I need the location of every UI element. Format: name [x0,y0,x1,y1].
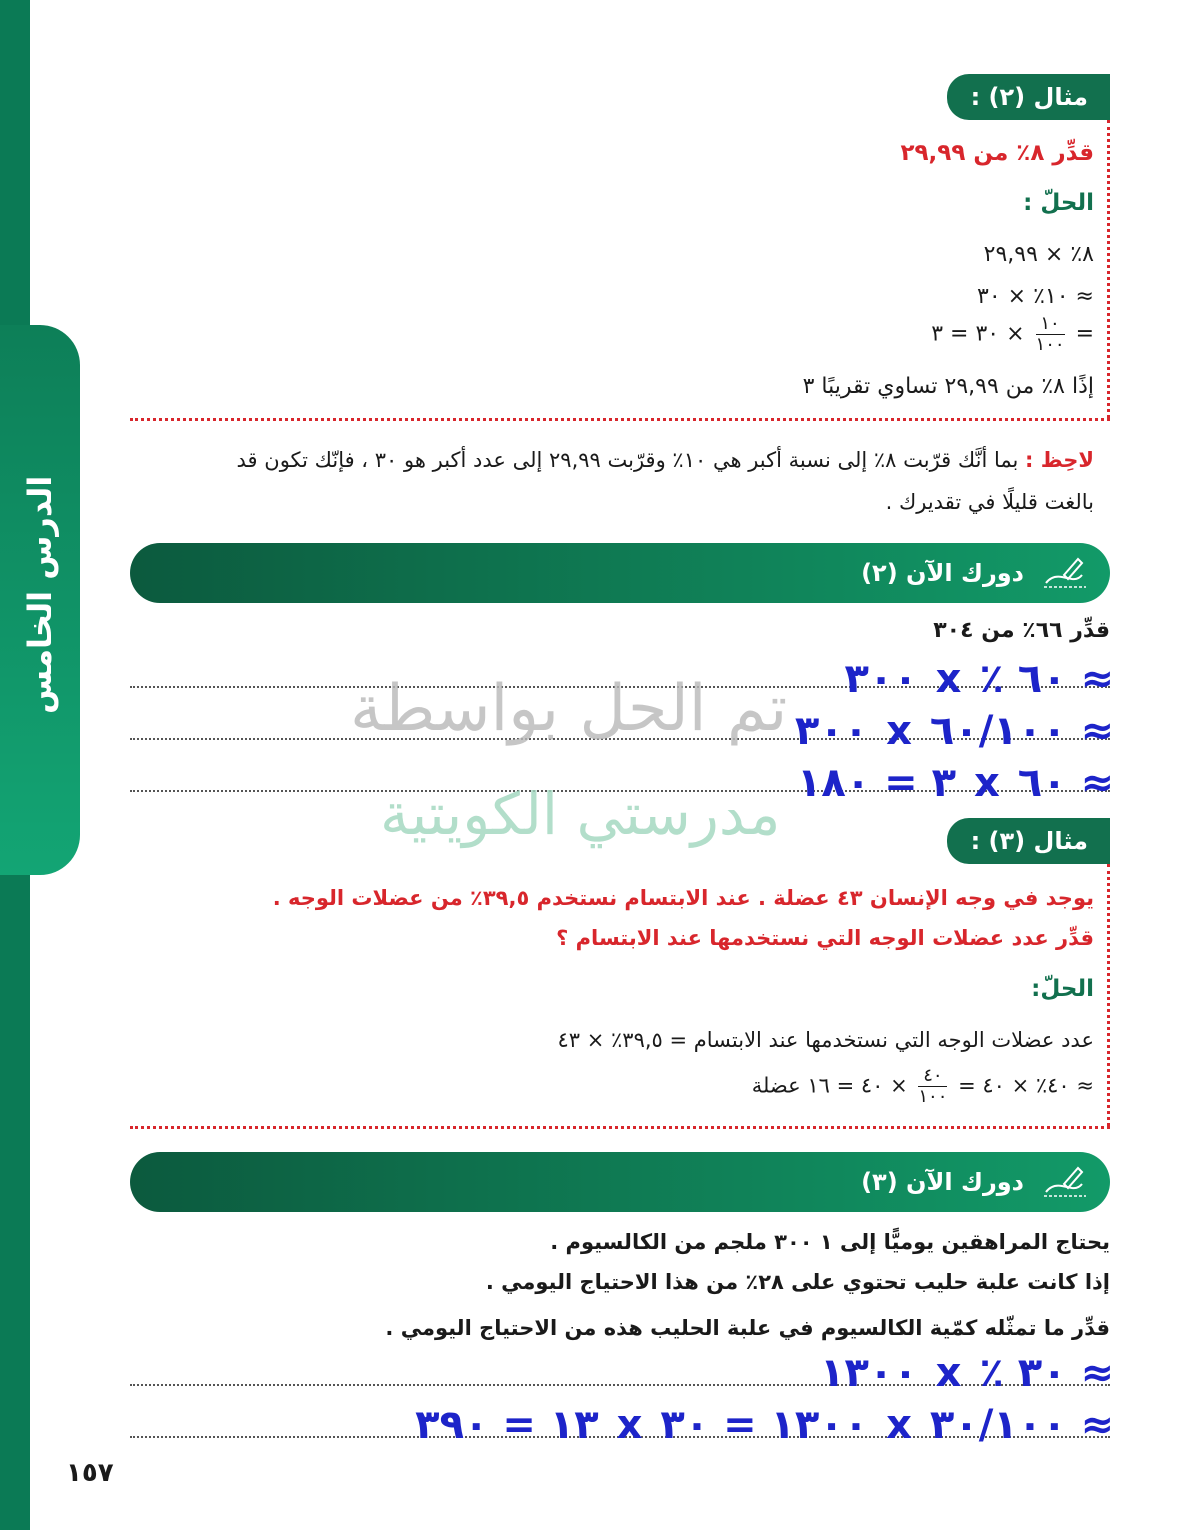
writing-hand-icon [1042,555,1088,591]
practice-3-title: دورك الآن (٣) [861,1168,1024,1196]
handwritten-answer: ≈ ٦٠/١٠٠ x ٣٠٠ [794,708,1114,754]
example-2-line2: ≈ ١٠٪ × ٣٠ [977,284,1094,309]
example-3-bottom-border [130,1126,1110,1129]
example-3-question-line1: يوجد في وجه الإنسان ٤٣ عضلة . عند الابتسام نستخدم ٣٩,٥٪ من عضلات الوجه . [272,886,1094,910]
note-text: بما أنَّك قرّبت ٨٪ إلى نسبة أكبر هي ١٠٪ وقرّبت ٢٩,٩٩ إلى عدد أكبر هو ٣٠ ، فإنّك تكون قد [236,448,1019,472]
example-2-question: قدِّر ٨٪ من ٢٩,٩٩ [900,140,1094,166]
line2-rest: × ٤٠ = ١٦ عضلة [751,1073,908,1098]
practice-3-banner [130,1152,1110,1212]
example-3-question-line2: قدِّر عدد عضلات الوجه التي نستخدمها عند الابتسام ؟ [556,926,1094,950]
handwritten-answer: ≈ ٦٠ ٪ x ٣٠٠ [844,656,1114,702]
example-2-line1: ٨٪ × ٢٩,٩٩ [983,242,1094,267]
watermark-line2: مدرستي الكويتية [380,780,781,848]
practice-3-line3: قدِّر ما تمثّله كمّية الكالسيوم في علبة الحليب هذه من الاحتياج اليومي . [385,1316,1110,1340]
example-3-solution-label: الحلّ: [1031,976,1094,1002]
example-2-solution-label: الحلّ : [1023,190,1094,216]
eq-sign: = [1075,321,1094,347]
practice-3-line1: يحتاج المراهقين يوميًّا إلى ١ ٣٠٠ ملجم من الكالسيوم . [550,1230,1110,1254]
practice-3-line2: إذا كانت علبة حليب تحتوي على ٢٨٪ من هذا الاحتياج اليومي . [485,1270,1110,1294]
example-2-conclusion: إذًا ٨٪ من ٢٩,٩٩ تساوي تقريبًا ٣ [802,374,1094,399]
example-2-border [1107,120,1110,418]
handwritten-answer: ≈ ٣٠/١٠٠ x ١٣٠٠ = ٣٠ x ١٣ = ٣٩٠ [415,1402,1114,1448]
practice-2-question: قدِّر ٦٦٪ من ٣٠٤ [933,618,1110,643]
page-number: ١٥٧ [66,1458,114,1488]
example-2-line3 [931,314,1094,355]
fraction: $\frac{٤٠}{١٠٠}$ [918,1065,948,1107]
example-2-tag: مثال (٢) : [947,74,1110,120]
lesson-tab-label: الدرس الخامس [21,475,59,715]
note-line2: بالغت قليلًا في تقديرك . [885,490,1094,514]
handwritten-answer: ≈ ٦٠ x ٣ = ١٨٠ [796,760,1114,806]
line3-rest: × ٣٠ = ٣ [931,321,1025,347]
note-line1 [237,448,1094,472]
line2-start: ≈ ٤٠٪ × ٤٠ = [958,1073,1094,1098]
writing-hand-icon [1042,1164,1088,1200]
example-3-line1: عدد عضلات الوجه التي نستخدمها عند الابتسام = ٣٩,٥٪ × ٤٣ [557,1028,1094,1052]
example-3-line2 [752,1066,1094,1107]
example-2-bottom-border [130,418,1110,421]
practice-2-banner [130,543,1110,603]
practice-2-title: دورك الآن (٢) [861,559,1024,587]
handwritten-answer: ≈ ٣٠ ٪ x ١٣٠٠ [820,1350,1114,1396]
note-label: لاحِظ : [1025,448,1094,472]
fraction: $\frac{١٠}{١٠٠}$ [1035,313,1065,355]
watermark-line1: تم الحل بواسطة [350,672,788,746]
example-3-tag: مثال (٣) : [947,818,1110,864]
example-3-border [1107,864,1110,1126]
